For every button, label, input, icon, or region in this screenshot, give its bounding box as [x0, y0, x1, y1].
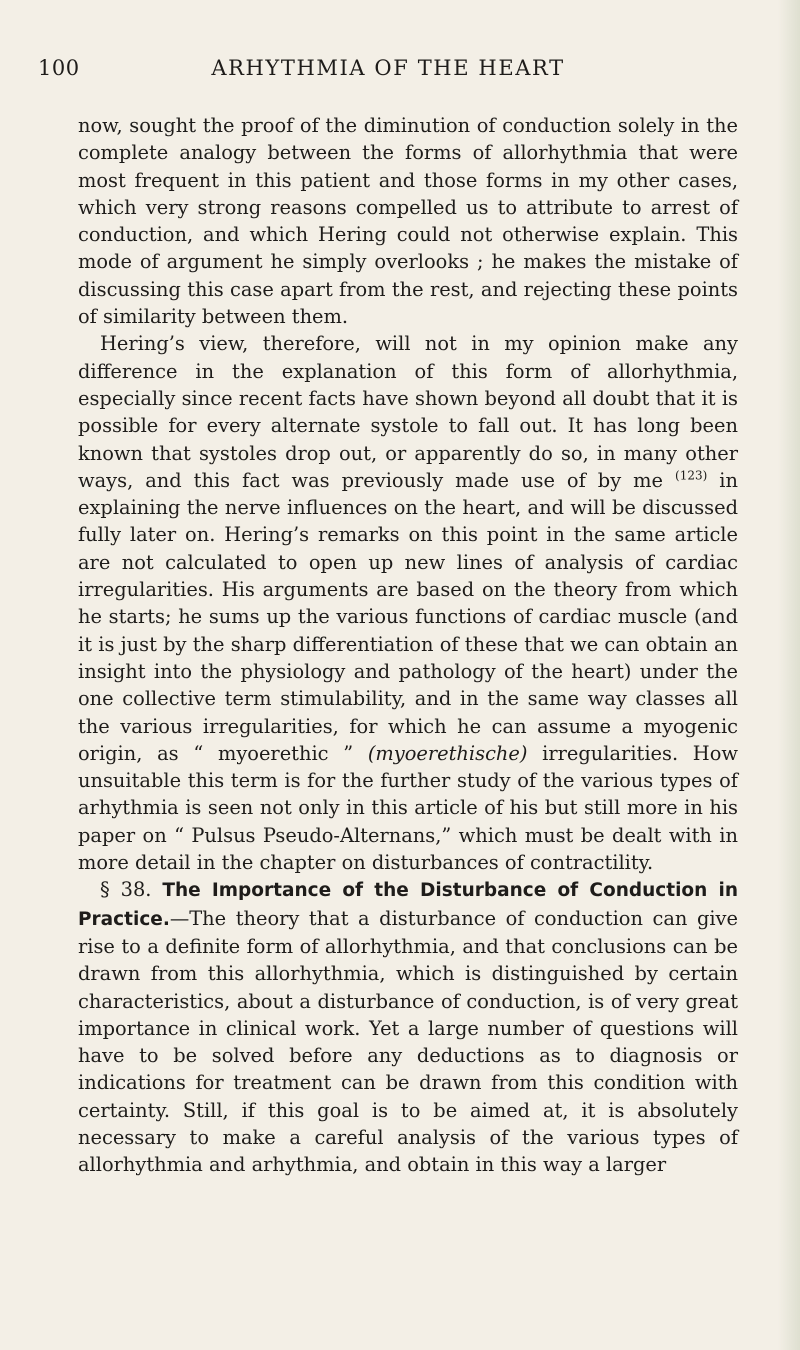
section-heading: The Importance of the Disturbance of Conduction in Practice. [78, 880, 739, 930]
paragraph-2-text-c: irregularities. How unsuitable this term is for the further study of the various types of arhythmia is seen not only in this article of his but still more in his paper on “ Pulsus Pseudo-Alternans,” which must be dealt with in more detail in the chapter on disturbances of contractility. [78, 741, 738, 875]
paragraph-1: now, sought the proof of the diminution of conduction solely in the complete analogy between the forms of allorhythmia that were most frequent in this patient and those forms in my other cases, which very strong reasons compelled us to attribute to arrest of conduction, and which Hering could not otherwise explain. This mode of argument he simply overlooks ; he makes the mistake of discussing this case apart from the rest, and rejecting these points of similarity between them. [78, 114, 738, 329]
paragraph-2-text-b: in explaining the nerve influences on the heart, and will be discussed fully later on. Hering’s remarks on this point in the same article are not calculated to open up new lines of analysis of cardiac irregularities. His arguments are based on the theory from which he starts; he sums up the various functions of cardiac muscle (and it is just by the sharp differentiation of these that we can obtain an insight into the physiology and pathology of the heart) under the one collective term stimulability, and in the same way classes all the various irregularities, for which he can assume a myogenic origin, as “ myoerethic ” [78, 468, 738, 765]
reference-superscript: (123) [675, 468, 708, 483]
running-title: ARHYTHMIA OF THE HEART [211, 56, 565, 80]
running-header [38, 56, 738, 88]
paragraph-2-text-a: Hering’s view, therefore, will not in my opinion make any difference in the explanation of this form of allorhythmia, especially since recent facts have shown beyond all doubt that it is possible for every alternate systole to fall out. It has long been known that systoles drop out, or apparently do so, in many other ways, and this fact was previously made use of by me [78, 332, 738, 492]
paragraph-3-text: —The theory that a disturbance of conduction can give rise to a definite form of allorhythmia, and that conclusions can be drawn from this allorhythmia, which is distinguished by certain characteristics, about a disturbance of conduction, is of very great importance in clinical work. Yet a large number of questions will have to be solved before any deductions as to diagnosis or indications for treatment can be drawn from this condition with certainty. Still, if this goal is to be aimed at, it is absolutely necessary to make a careful analysis of the various types of allorhythmia and arhythmia, and obtain in this way a larger [78, 906, 738, 1177]
paragraph-2 [78, 330, 738, 876]
paragraph-3 [78, 876, 738, 1178]
page-edge-shadow [778, 0, 800, 1350]
page-number: 100 [38, 56, 80, 80]
body-text [78, 112, 738, 1179]
german-term: (myoerethische) [367, 741, 528, 765]
section-number: § 38. [100, 878, 152, 902]
